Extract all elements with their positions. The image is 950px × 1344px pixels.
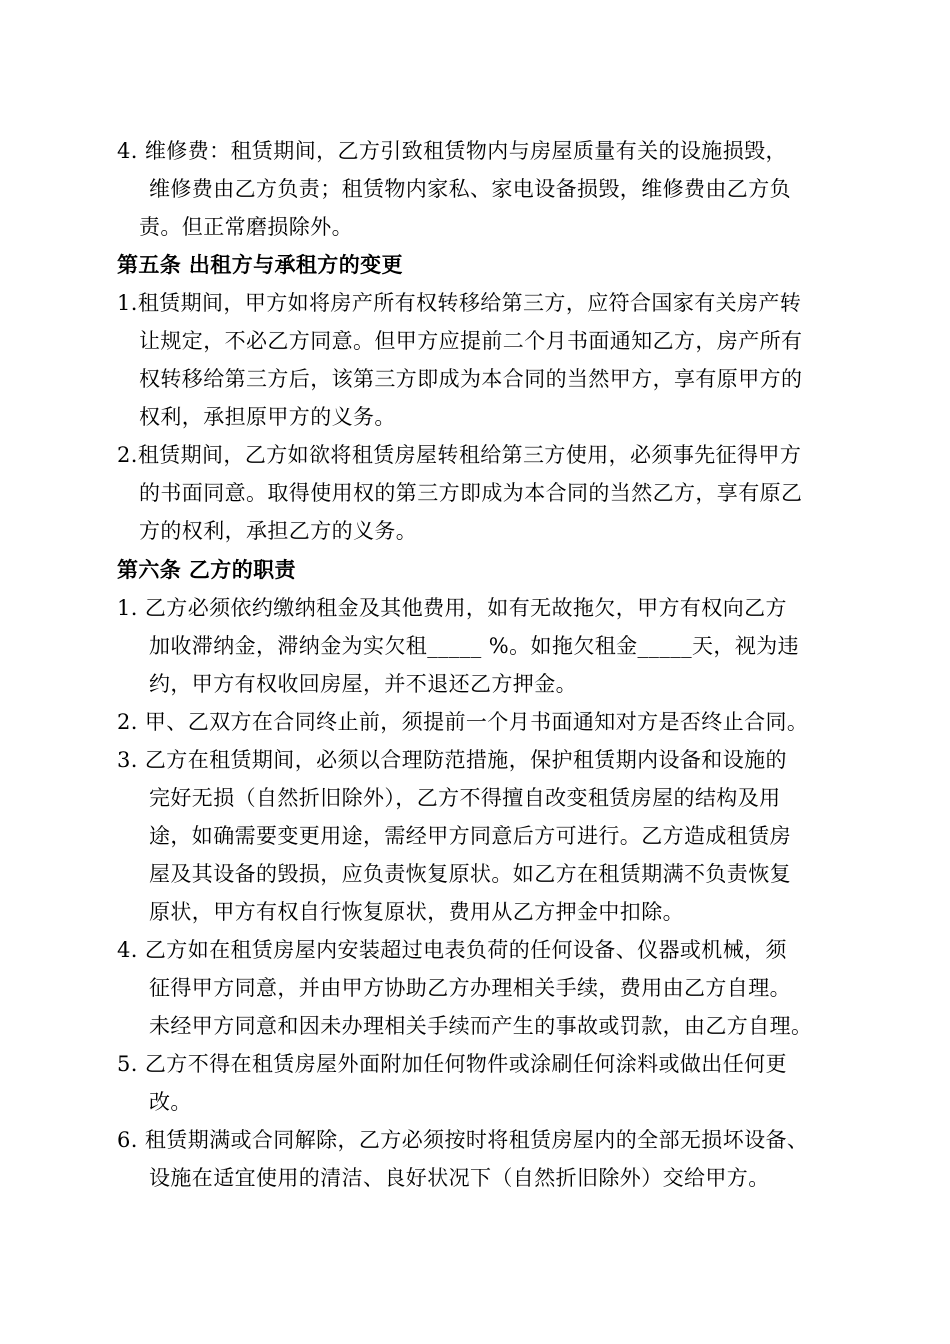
- article-6-heading: 第六条 乙方的职责: [117, 558, 296, 582]
- article-6-item-1-line-1: 1. 乙方必须依约缴纳租金及其他费用，如有无故拖欠，甲方有权向乙方: [117, 596, 787, 620]
- article-6-item-3-line-4: 屋及其设备的毁损，应负责恢复原状。如乙方在租赁期满不负责恢复: [149, 862, 791, 886]
- article-5-item-1-line-1: 1.租赁期间，甲方如将房产所有权转移给第三方，应符合国家有关房产转: [117, 291, 802, 315]
- article-6-item-4-line-2: 征得甲方同意，并由甲方协助乙方办理相关手续，费用由乙方自理。: [149, 976, 791, 1000]
- article-6-item-2-line-1: 2. 甲、乙双方在合同终止前，须提前一个月书面通知对方是否终止合同。: [117, 710, 809, 734]
- article-5-item-1-line-2: 让规定，不必乙方同意。但甲方应提前二个月书面通知乙方，房产所有: [139, 329, 803, 353]
- article-5-item-2-line-2: 的书面同意。取得使用权的第三方即成为本合同的当然乙方，享有原乙: [139, 481, 803, 505]
- article-6-item-3-line-5: 原状，甲方有权自行恢复原状，费用从乙方押金中扣除。: [149, 900, 684, 924]
- article-6-item-5-line-1: 5. 乙方不得在租赁房屋外面附加任何物件或涂刷任何涂料或做出任何更: [117, 1052, 787, 1076]
- article-5-item-2-line-1: 2.租赁期间，乙方如欲将租赁房屋转租给第三方使用，必须事先征得甲方: [117, 443, 802, 467]
- article-6-item-4-line-1: 4. 乙方如在租赁房屋内安装超过电表负荷的任何设备、仪器或机械，须: [117, 938, 787, 962]
- item-4-repair-line-2: 维修费由乙方负责；租赁物内家私、家电设备损毁，维修费由乙方负: [149, 177, 791, 201]
- article-6-item-1-line-2: 加收滞纳金，滞纳金为实欠租_____ %。如拖欠租金_____天，视为违: [149, 634, 800, 658]
- article-6-item-6-line-2: 设施在适宜使用的清洁、良好状况下（自然折旧除外）交给甲方。: [149, 1166, 770, 1190]
- article-6-item-1-line-3: 约，甲方有权收回房屋，并不退还乙方押金。: [149, 672, 577, 696]
- article-5-item-1-line-4: 权利，承担原甲方的义务。: [139, 405, 396, 429]
- article-6-item-4-line-3: 未经甲方同意和因未办理相关手续而产生的事故或罚款，由乙方自理。: [149, 1014, 813, 1038]
- article-6-item-6-line-1: 6. 租赁期满或合同解除，乙方必须按时将租赁房屋内的全部无损坏设备、: [117, 1128, 809, 1152]
- item-4-repair-line-3: 责。但正常磨损除外。: [139, 215, 353, 239]
- article-5-heading: 第五条 出租方与承租方的变更: [117, 253, 403, 277]
- article-6-item-5-line-2: 改。: [149, 1090, 192, 1114]
- article-5-item-1-line-3: 权转移给第三方后，该第三方即成为本合同的当然甲方，享有原甲方的: [139, 367, 803, 391]
- article-6-item-3-line-1: 3. 乙方在租赁期间，必须以合理防范措施，保护租赁期内设备和设施的: [117, 748, 787, 772]
- article-5-item-2-line-3: 方的权利，承担乙方的义务。: [139, 519, 418, 543]
- item-4-repair-line-1: 4. 维修费：租赁期间，乙方引致租赁物内与房屋质量有关的设施损毁，: [117, 139, 787, 163]
- article-6-item-3-line-2: 完好无损（自然折旧除外），乙方不得擅自改变租赁房屋的结构及用: [149, 786, 781, 810]
- article-6-item-3-line-3: 途，如确需要变更用途，需经甲方同意后方可进行。乙方造成租赁房: [149, 824, 791, 848]
